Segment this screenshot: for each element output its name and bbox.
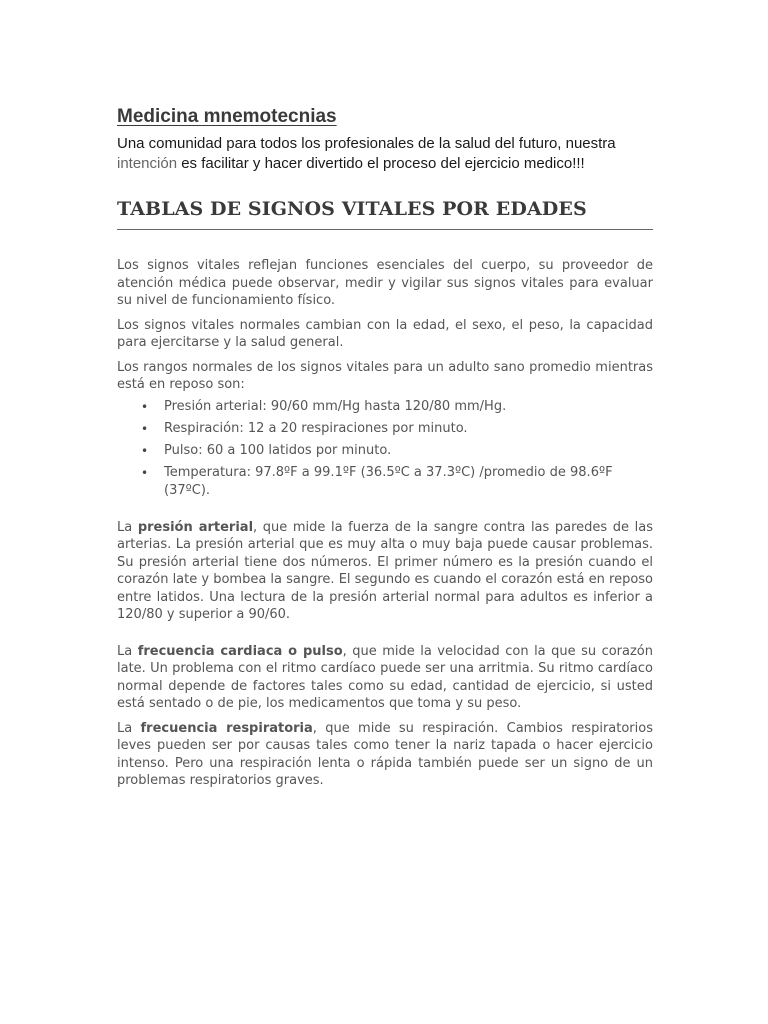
site-title[interactable]: Medicina mnemotecnias (117, 106, 337, 127)
vitals-list (117, 398, 653, 500)
hr-term: frecuencia cardiaca o pulso (137, 643, 343, 659)
vitals-item-blood-pressure (137, 398, 653, 416)
bp-term: presión arterial (137, 519, 254, 535)
respiratory-rate-paragraph (117, 720, 653, 790)
tagline-part-1: Una comunidad para todos los profesionales de la salud del futuro, nuestra (117, 135, 616, 152)
bullet-icon: • (141, 399, 149, 414)
bullet-icon: • (141, 421, 149, 436)
section-title: TABLAS DE SIGNOS VITALES POR EDADES (117, 198, 653, 230)
rr-term: frecuencia respiratoria (140, 720, 313, 736)
tagline-part-2: es facilitar y hacer divertido el proceso del ejercicio medico!!! (177, 155, 585, 172)
ranges-paragraph: Los rangos normales de los signos vitales para un adulto sano promedio mientras está en reposo son: (117, 359, 653, 392)
heart-rate-paragraph (117, 643, 653, 713)
document-content (117, 106, 653, 790)
vitals-item-text: Presión arterial: 90/60 mm/Hg hasta 120/80 mm/Hg. (164, 398, 507, 414)
vitals-item-temperature (137, 464, 653, 500)
site-tagline (117, 134, 653, 174)
blood-pressure-paragraph (117, 519, 653, 624)
intro-paragraph: Los signos vitales reflejan funciones esenciales del cuerpo, su proveedor de atención médica puede observar, medir y vigilar sus signos vitales para evaluar su nivel de funcionamiento físico. (117, 258, 653, 308)
bp-lead: La (117, 519, 138, 535)
vitals-item-text: Temperatura: 97.8ºF a 99.1ºF (36.5ºC a 37.3ºC) /promedio de 98.6ºF (37ºC). (164, 464, 613, 498)
change-paragraph: Los signos vitales normales cambian con la edad, el sexo, el peso, la capacidad para ejercitarse y la salud general. (117, 317, 653, 350)
bullet-icon: • (141, 443, 149, 458)
vitals-item-text: Respiración: 12 a 20 respiraciones por minuto. (164, 420, 468, 436)
bullet-icon: • (141, 465, 149, 480)
vitals-item-pulse (137, 442, 653, 460)
rr-text: , que mide su respiración. Cambios respiratorios leves pueden ser por causas tales como tener la nariz tapada o hacer ejercicio intenso. Pero una respiración lenta o rápida también puede ser un signo de un problemas respiratorios graves. (117, 720, 653, 788)
hr-lead: La (117, 643, 138, 659)
vitals-item-respiration (137, 420, 653, 438)
hr-text: , que mide la velocidad con la que su corazón late. Un problema con el ritmo cardíaco puede ser una arritmia. Su ritmo cardíaco normal depende de factores tales como su edad, cantidad de ejercicio, si usted está sentado o de pie, los medicamentos que toma y su peso. (117, 643, 653, 711)
rr-lead: La (117, 720, 141, 736)
vitals-item-text: Pulso: 60 a 100 latidos por minuto. (164, 442, 392, 458)
bp-text: , que mide la fuerza de la sangre contra las paredes de las arterias. La presión arterial que es muy alta o muy baja puede causar problemas. Su presión arterial tiene dos números. El primer número es la presión cuando el corazón late y bombea la sangre. El segundo es cuando el corazón está en reposo entre latidos. Una lectura de la presión arterial normal para adultos es inferior a 120/80 y superior a 90/60. (117, 519, 653, 622)
tagline-highlight: intención (117, 155, 178, 172)
